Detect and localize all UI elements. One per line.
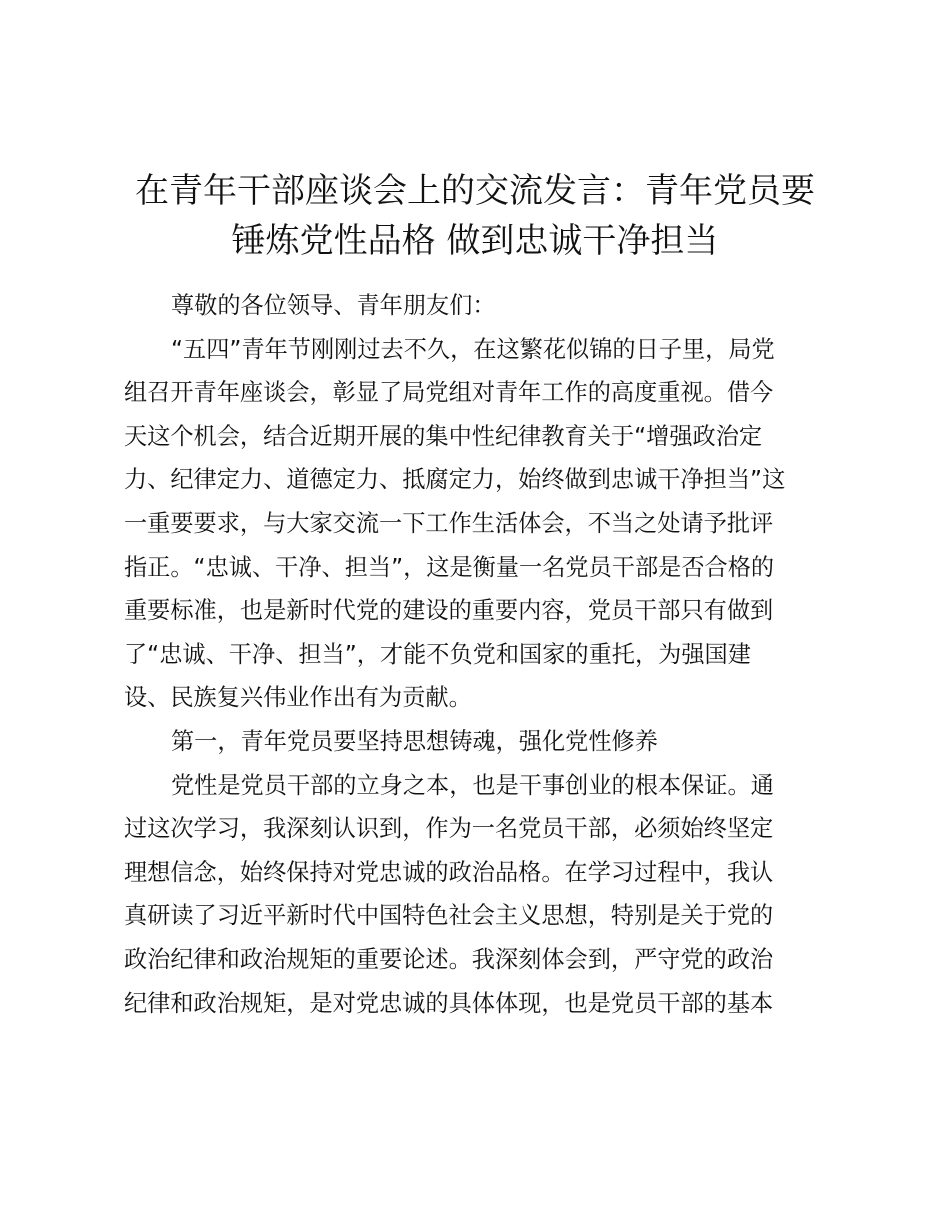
- document-title: [100, 166, 850, 266]
- paragraph-line: 了“忠诚、干净、担当”，才能不负党和国家的重托，为强国建: [124, 640, 751, 668]
- paragraph-line: 纪律和政治规矩，是对党忠诚的具体体现，也是党员干部的基本: [124, 989, 774, 1017]
- paragraph-line: 党性是党员干部的立身之本，也是干事创业的根本保证。通: [171, 771, 774, 799]
- paragraph-line: 力、纪律定力、道德定力、抵腐定力，始终做到忠诚干净担当”这: [124, 466, 786, 494]
- document-body: [124, 284, 834, 1025]
- paragraph-line: 天这个机会，结合近期开展的集中性纪律教育关于“增强政治定: [124, 422, 763, 450]
- paragraph-line: 指正。“忠诚、干净、担当”，这是衡量一名党员干部是否合格的: [124, 553, 775, 581]
- paragraph-line: 真研读了习近平新时代中国特色社会主义思想，特别是关于党的: [124, 902, 774, 930]
- paragraph-line: 过这次学习，我深刻认识到，作为一名党员干部，必须始终坚定: [124, 815, 774, 843]
- paragraph-line: “五四”青年节刚刚过去不久，在这繁花似锦的日子里，局党: [171, 335, 775, 363]
- title-line-1: 在青年干部座谈会上的交流发言：青年党员要: [135, 171, 815, 211]
- paragraph-line: 一重要要求，与大家交流一下工作生活体会，不当之处请予批评: [124, 509, 774, 537]
- section-heading: 第一，青年党员要坚持思想铸魂，强化党性修养: [171, 727, 658, 755]
- salutation: 尊敬的各位领导、青年朋友们：: [171, 292, 496, 319]
- title-line-2: 锤炼党性品格 做到忠诚干净担当: [231, 221, 719, 261]
- paragraph-line: 组召开青年座谈会，彰显了局党组对青年工作的高度重视。借今: [124, 379, 774, 407]
- paragraph-line: 政治纪律和政治规矩的重要论述。我深刻体会到，严守党的政治: [124, 945, 774, 973]
- paragraph-line: 设、民族复兴伟业作出有为贡献。: [124, 684, 472, 712]
- paragraph-line: 重要标准，也是新时代党的建设的重要内容，党员干部只有做到: [124, 597, 774, 625]
- paragraph-line: 理想信念，始终保持对党忠诚的政治品格。在学习过程中，我认: [124, 858, 774, 886]
